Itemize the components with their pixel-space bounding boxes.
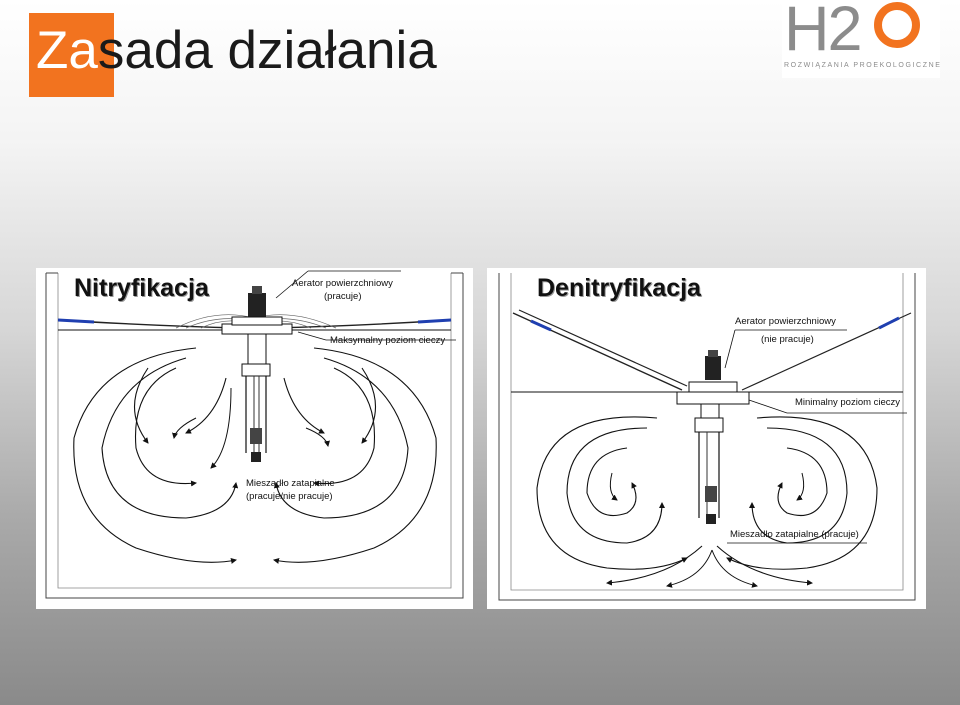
logo-ring-icon <box>874 2 920 48</box>
title-rest: sada działania <box>97 21 437 80</box>
min-level-label: Minimalny poziom cieczy <box>795 397 901 408</box>
nitrification-diagram <box>36 268 473 609</box>
logo-tagline: ROZWIĄZANIA PROEKOLOGICZNE <box>784 62 942 69</box>
aerator-label: Aerator powierzchniowy <box>735 316 836 327</box>
mixer-status: (pracuje/nie pracuje) <box>246 491 333 502</box>
mixer-label: Mieszadło zatapialne (pracuje) <box>730 529 859 540</box>
title-highlight: Za <box>36 21 98 80</box>
logo-text: H2 <box>784 0 861 64</box>
company-logo <box>782 2 940 78</box>
mixer-label: Mieszadło zatapialne <box>246 478 335 489</box>
nitrification-title: Nitryfikacja <box>74 274 209 302</box>
aerator-label: Aerator powierzchniowy <box>292 278 393 289</box>
nitrification-drawing <box>36 268 473 609</box>
denitrification-title: Denitryfikacja <box>537 274 701 302</box>
aerator-status: (pracuje) <box>324 291 362 302</box>
aerator-status: (nie pracuje) <box>761 334 814 345</box>
page-title <box>36 20 437 82</box>
denitrification-drawing <box>487 268 926 609</box>
denitrification-diagram <box>487 268 926 609</box>
max-level-label: Maksymalny poziom cieczy <box>330 335 446 346</box>
